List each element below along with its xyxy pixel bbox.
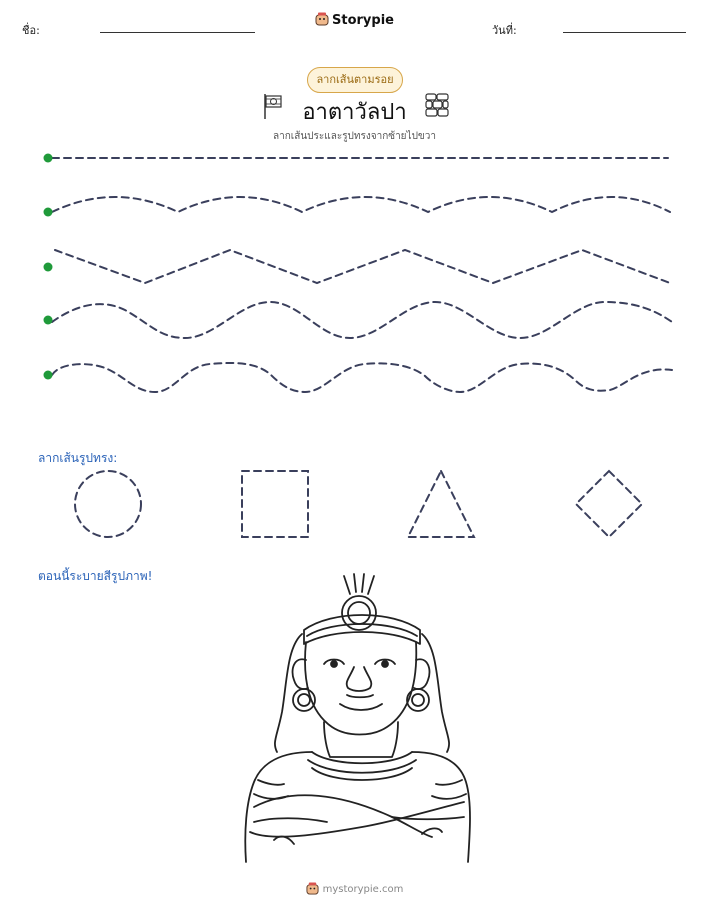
worksheet-title: อาตาวัลปา [302, 100, 407, 125]
brand-header [0, 12, 709, 28]
start-dot [44, 263, 53, 272]
shape-square[interactable] [242, 471, 308, 537]
storypie-logo-icon [306, 882, 319, 895]
start-dot [44, 208, 53, 217]
name-line[interactable] [100, 32, 255, 33]
name-label: ชื่อ: [22, 24, 40, 37]
shape-diamond[interactable] [576, 471, 642, 537]
date-line[interactable] [563, 32, 686, 33]
shape-circle[interactable] [75, 471, 141, 537]
shape-triangle[interactable] [408, 471, 474, 537]
start-dot [44, 371, 53, 380]
shapes-heading: ลากเส้นรูปทรง: [38, 451, 118, 465]
start-dot [44, 154, 53, 163]
atahualpa-illustration[interactable] [232, 572, 482, 867]
brand-name: Storypie [332, 13, 394, 28]
date-label: วันที่: [492, 24, 517, 37]
tracing-line-rounded-wave[interactable] [52, 363, 672, 392]
coloring-heading: ตอนนี้ระบายสีรูปภาพ! [38, 569, 153, 583]
start-dot [44, 316, 53, 325]
tracing-line-gentle-wave[interactable] [52, 197, 670, 212]
footer [0, 882, 709, 895]
stone-wall-icon [424, 92, 450, 118]
tracing-shapes [0, 465, 709, 545]
worksheet-subtitle: ลากเส้นประและรูปทรงจากซ้ายไปขวา [273, 131, 436, 142]
activity-badge: ลากเส้นตามรอย [307, 67, 403, 93]
storypie-logo-icon [315, 12, 329, 26]
tracing-line-zigzag[interactable] [55, 250, 670, 283]
tracing-line-wave[interactable] [52, 302, 672, 338]
tracing-lines [0, 140, 709, 400]
footer-site[interactable]: mystorypie.com [322, 884, 404, 895]
